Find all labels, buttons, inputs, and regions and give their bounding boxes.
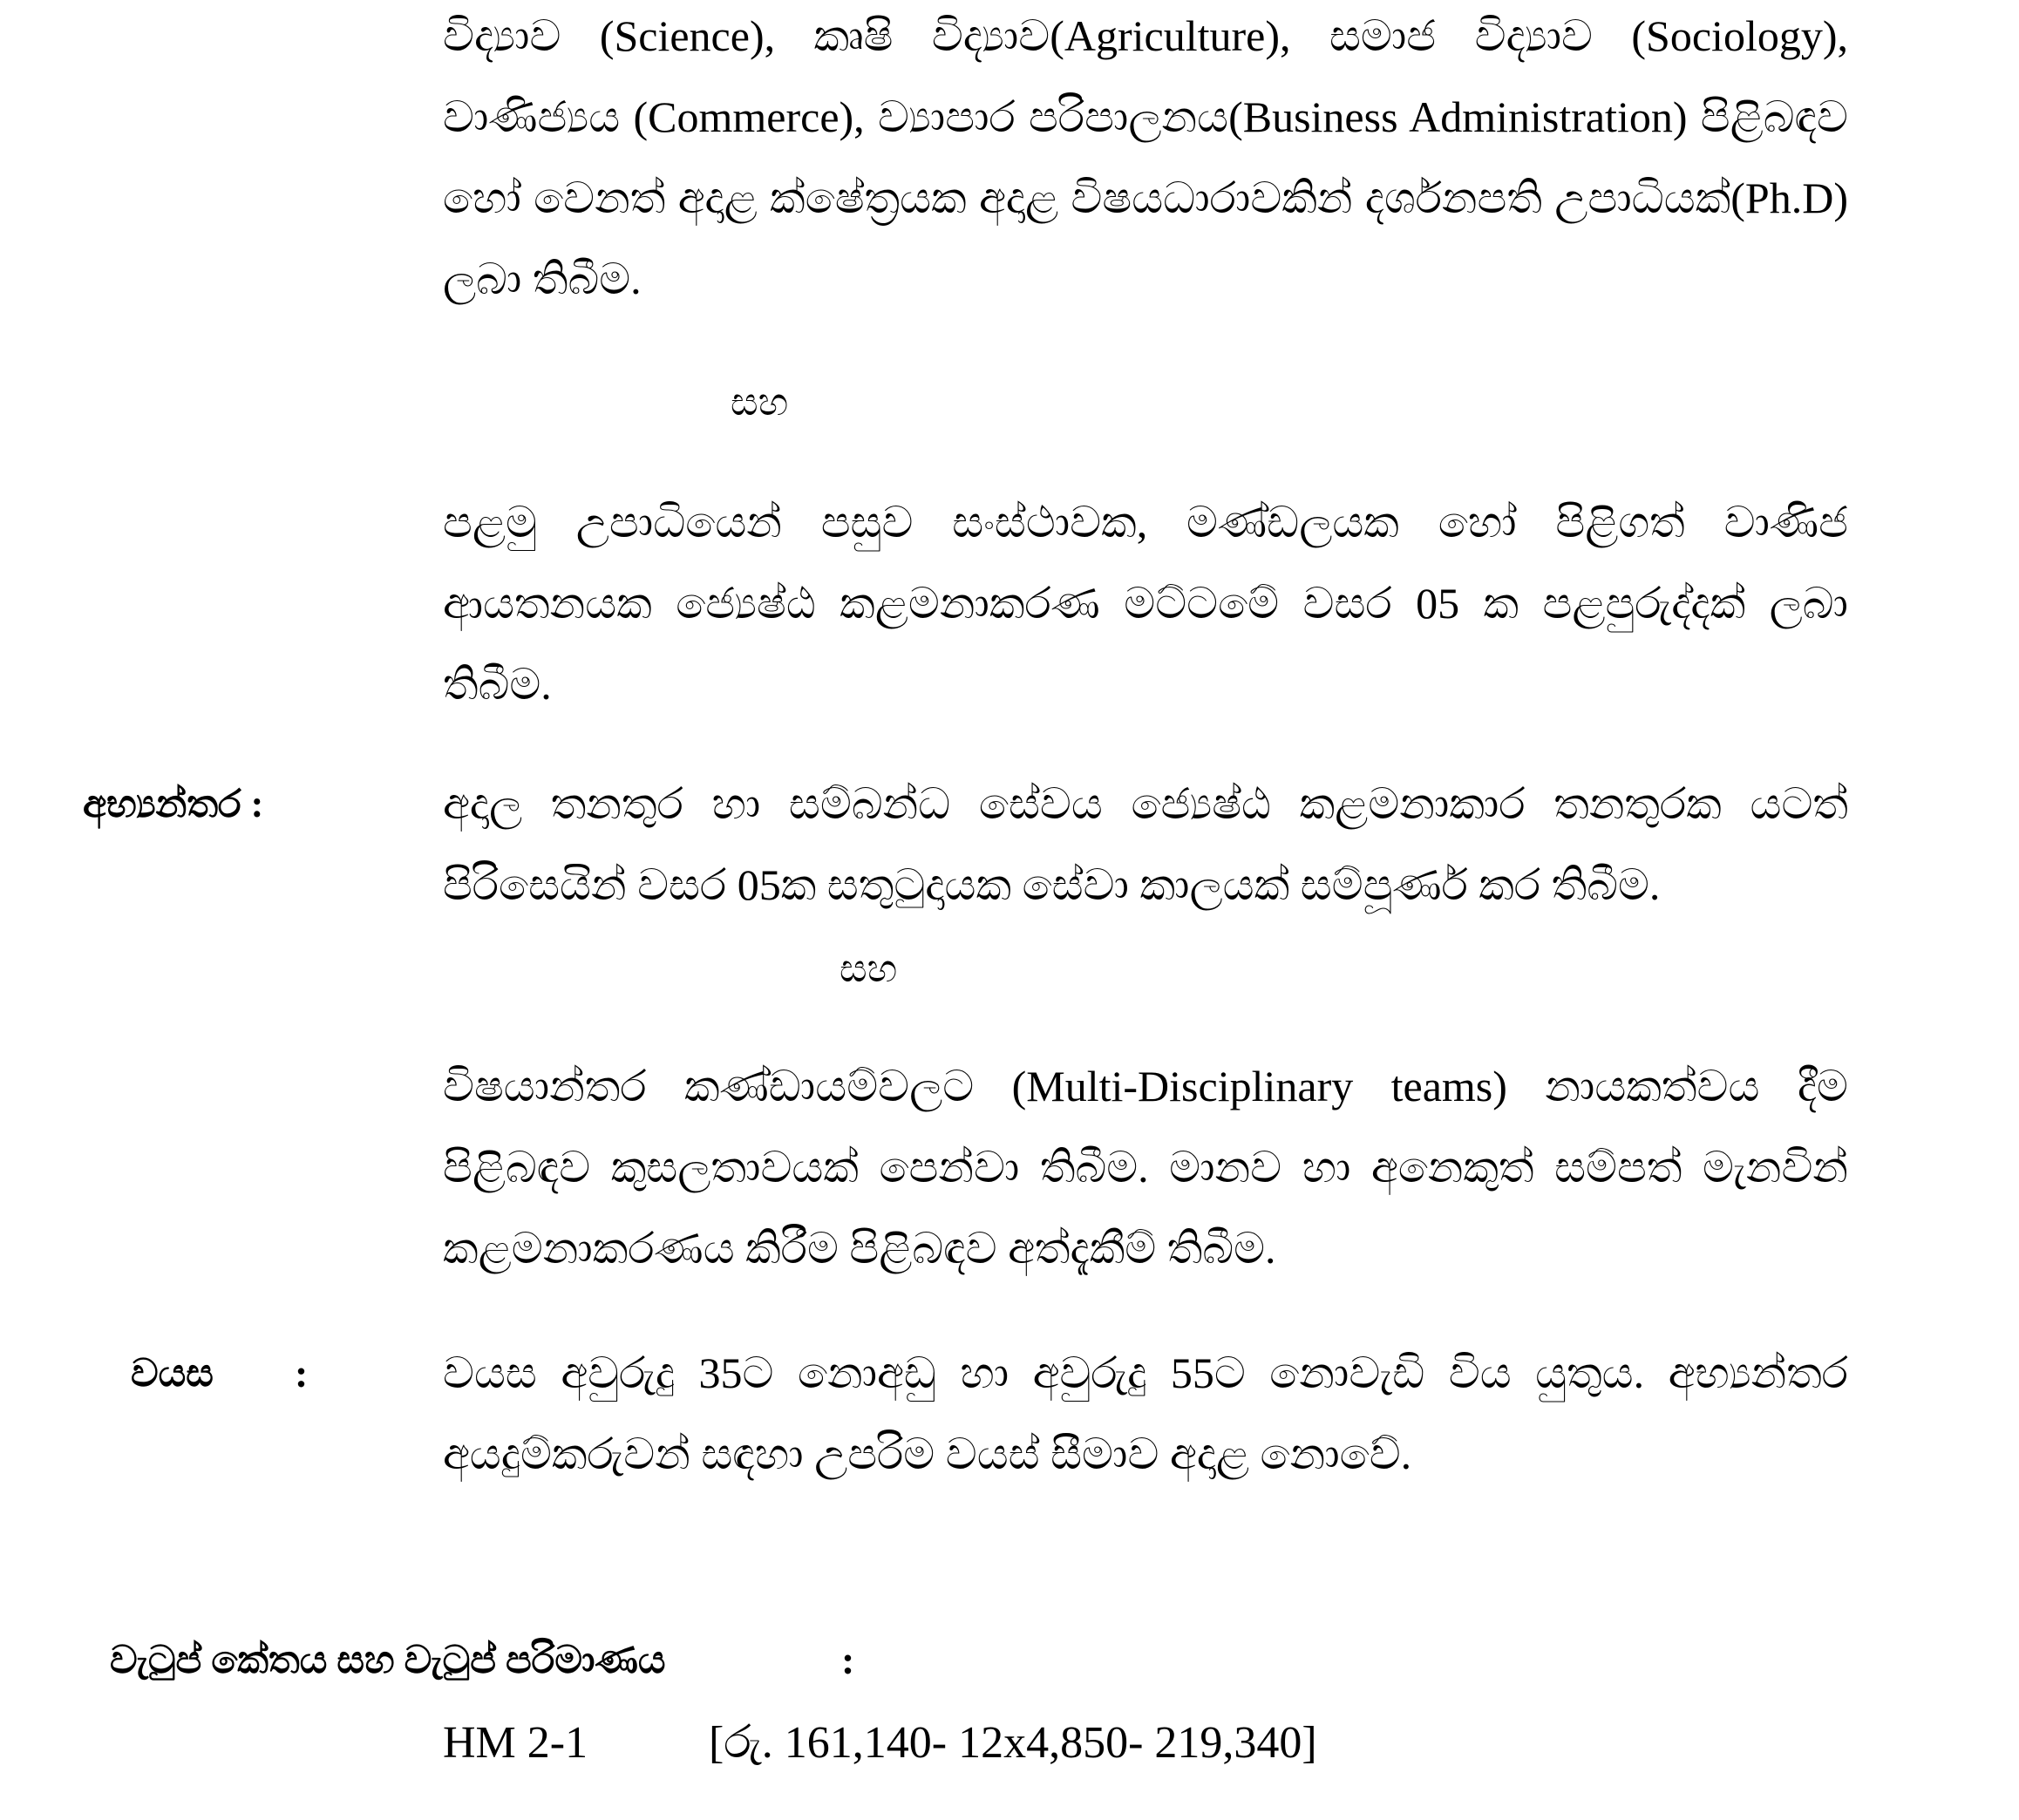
salary-scale: [රු. 161,140- 12x4,850- 219,340] — [709, 1718, 1317, 1768]
and-connector-1: සහ — [731, 381, 789, 424]
internal-service-paragraph: අදාල තනතුර හා සම්බන්ධ සේවය ජ්‍යෙෂ්ඨ කළමනාකාර තනතුරක යටත් පිරිසෙයින් වසර 05ක සතුටුදායක සේවා කාලයක් සම්පූර්ණ කර තිබීම. — [443, 779, 1848, 909]
salary-code: HM 2-1 — [443, 1718, 588, 1768]
leadership-paragraph: විෂයාන්තර කණ්ඩායම්වලට (Multi-Disciplinary teams) නායකත්වය දීම පිළිබඳව කුසලතාවයක් පෙන්වා තිබීම. මානව හා අනෙකුත් සම්පත් මැනවින් කළමනාකරණය කිරීම පිළිබඳව අත්දැකීම් තිබීම. — [443, 1062, 1848, 1273]
salary-colon: : — [841, 1638, 855, 1682]
phd-qualification-paragraph: විද්‍යාව (Science), කෘෂි විද්‍යාව(Agriculture), සමාජ විද්‍යාව (Sociology), වාණිජ්‍යය (Commerce), ව්‍යාපාර පරිපාලනය(Business Administration) පිළිබඳව හෝ වෙනත් අදාළ ක්ෂේත්‍රයක අදාළ විෂයධාරාවකින් දර්ශනපති උපාධියක්(Ph.D) ලබා තිබීම. — [443, 11, 1848, 303]
age-paragraph: වයස අවුරුදු 35ට නොඅඩු හා අවුරුදු 55ට නොවැඩි විය යුතුය. අභ්‍යන්තර අයදුම්කරුවන් සඳහා උපරිම වයස් සීමාව අදාළ නොවේ. — [443, 1348, 1848, 1478]
salary-heading: වැටුප් කේතය සහ වැටුප් පරිමාණය — [110, 1639, 666, 1681]
and-connector-2: සහ — [840, 947, 898, 990]
salary-row — [443, 1708, 1317, 1778]
age-colon: : — [295, 1351, 309, 1396]
age-label: වයස — [131, 1352, 214, 1395]
experience-paragraph: පළමු උපාධියෙන් පසුව සංස්ථාවක, මණ්ඩලයක හෝ පිළිගත් වාණිජ ආයතනයක ජ්‍යෙෂ්ඨ කළමනාකරණ මට්ටමේ වසර 05 ක පළපුරුද්දක් ලබා තිබීම. — [443, 498, 1848, 709]
internal-label: අභ්‍යන්තර : — [83, 783, 264, 825]
